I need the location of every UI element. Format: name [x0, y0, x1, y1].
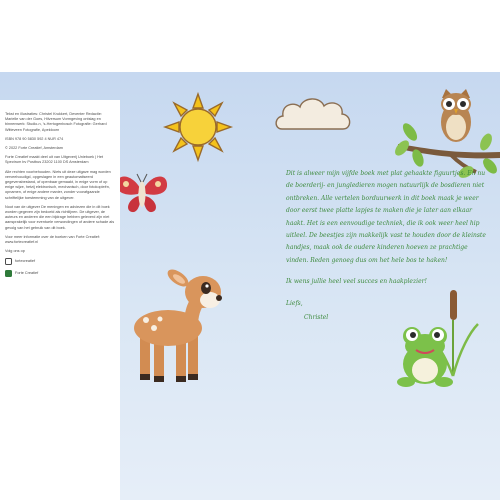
intro-letter — [286, 168, 486, 324]
instagram-row[interactable] — [5, 258, 115, 265]
credits-isbn: ISBN 978 90 5830 592 4 NUR 474 — [5, 136, 64, 141]
butterfly-illustration — [114, 170, 170, 216]
credits-text — [5, 112, 115, 282]
credits-copyright: © 2022 Forte Creatief, Amsterdam — [5, 146, 63, 151]
letter-closing: Liefs, — [286, 299, 303, 307]
credits-follow: Volg ons op — [5, 249, 25, 254]
credits-info: Voor meer informatie over de boeken van Forte Creatief: www.fortecreatief.nl — [5, 234, 100, 245]
facebook-handle: Forte Creatief — [15, 271, 39, 276]
letter-wish: Ik wens jullie heel veel succes en haakplezier! — [286, 278, 427, 286]
instagram-icon — [5, 258, 12, 265]
facebook-icon — [5, 270, 12, 277]
letter-signature: Christel — [304, 314, 329, 322]
letter-body: Dit is alweer mijn vijfde boek met plat gehaakte figuurtjes. En nu de boerderij- en jungledieren mogen natuurlijk de bosdieren niet ontbreken. Alle vertelen borduurwerk in dit boek maak je weer door eerst twee platte lapjes te maken die je later aan elkaar haakt. Het is een eenvoudige techniek, die ik ook weer heel hip uitleel. De beestjes zijn makkelijk vast te houden door de kleinste handjes, maak ook de oudere kinderen hoeven ze prachtige vinden. Reden genoeg dus om het hele bos te haken! — [286, 170, 486, 264]
owl-illustration — [436, 86, 476, 146]
frog-illustration — [392, 322, 458, 390]
credits-publisher: Forte Creatief maakt deel uit van Uitgeverij Unieboek | Het Spectrum bv Postbus 23202 1100 DS Amsterdam — [5, 155, 104, 165]
cloud-illustration — [272, 93, 354, 135]
facebook-row[interactable] — [5, 270, 115, 277]
credits-note: Noot van de uitgever De meningen en adviezen die in dit boek worden gegeven zijn bedoeld als richtlijnen. De uitgever, de auteurs en anderen die een bijdrage hebben geleverd zijn niet aansprakelijk voor eventuele verwondingen of andere schade als gevolg van het gebruik van dit boek. — [5, 204, 115, 230]
sun-illustration — [163, 92, 233, 162]
deer-illustration — [126, 262, 230, 386]
instagram-handle: fortecreatief — [15, 259, 36, 264]
credits-authors: Tekst en illustraties: Christel Krukkert, Deventer Redactie: Marielle van der Goes, Hilversum Vormgeving ontslag en binnenwerk: Studio-n, 's-Hertogenbosch Fotografie: Gerhard Witteveen Fotografie, Apeldoorn — [5, 112, 107, 132]
credits-rights: Alle rechten voorbehouden. Niets uit deze uitgave mag worden verveelvoudigd, opgeslagen in een geautomatiseerd gegevensbestand, of openbaar gemaakt, in enige vorm of op enige wijze, hetzij elektronisch, mechanisch, door fotokopieën, opnamen, of enige andere manier, zonder voorafgaande schriftelijke toestemming van de uitgever. — [5, 169, 111, 200]
